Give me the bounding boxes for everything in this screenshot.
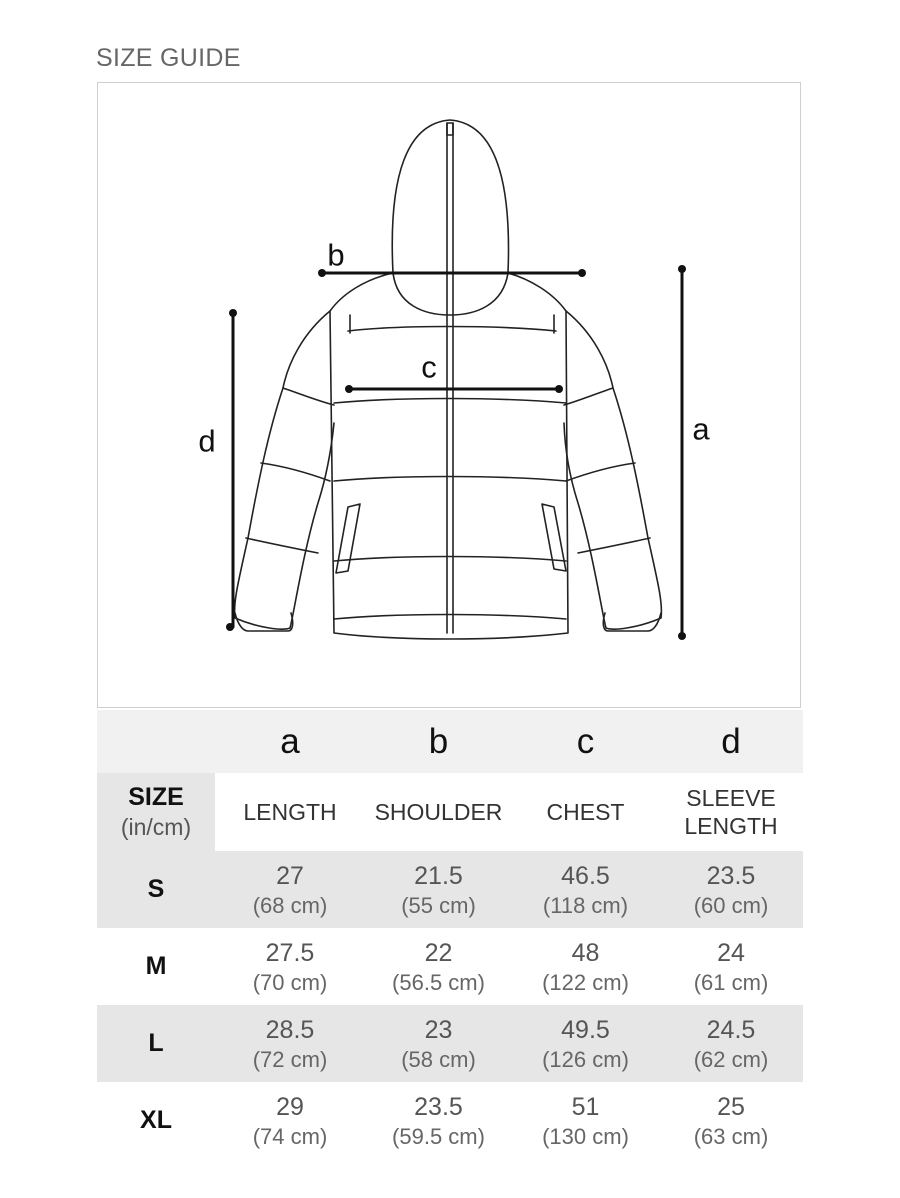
hem-band (334, 615, 566, 620)
table-cell (215, 851, 365, 928)
table-row (97, 928, 803, 1005)
table-cell (512, 1005, 659, 1082)
value-cm: (59.5 cm) (392, 1123, 485, 1149)
value-in: 23.5 (706, 861, 756, 890)
jacket-diagram (97, 82, 801, 708)
size-table (97, 710, 803, 1159)
left-sleeve (235, 311, 334, 629)
table-cell (365, 1082, 512, 1159)
header-row (97, 773, 803, 851)
table-row (97, 851, 803, 928)
table-row (97, 1005, 803, 1082)
size-header (97, 773, 215, 851)
letter-b: b (365, 710, 512, 773)
value-cm: (68 cm) (252, 892, 328, 918)
value-in: 48 (571, 938, 600, 967)
right-sleeve (564, 311, 661, 629)
jacket-illustration (98, 83, 802, 709)
letter-c: c (512, 710, 659, 773)
column-length: LENGTH (243, 798, 337, 825)
table-cell (365, 1005, 512, 1082)
table-cell (215, 1082, 365, 1159)
table-cell (365, 928, 512, 1005)
value-in: 27 (276, 861, 304, 890)
value-cm: (70 cm) (252, 969, 328, 995)
body-band-2 (334, 477, 566, 482)
value-in: 22 (424, 938, 453, 967)
page-title: SIZE GUIDE (96, 44, 241, 72)
column-chest: CHEST (546, 798, 625, 825)
table-cell (215, 1005, 365, 1082)
size-units: (in/cm) (120, 814, 192, 840)
value-cm: (60 cm) (693, 892, 769, 918)
size-label: S (97, 851, 215, 928)
value-cm: (118 cm) (542, 892, 629, 918)
table-cell (659, 1082, 803, 1159)
chest-band (348, 327, 556, 332)
value-in: 49.5 (561, 1015, 610, 1044)
value-in: 25 (717, 1092, 745, 1121)
value-in: 51 (571, 1092, 600, 1121)
column-sleeve-length (659, 773, 803, 851)
value-in: 23 (424, 1015, 453, 1044)
value-cm: (72 cm) (252, 1046, 328, 1072)
value-cm: (55 cm) (401, 892, 476, 918)
column-sleeve-length-label: SLEEVE LENGTH (684, 785, 778, 839)
hood-outline (392, 120, 508, 315)
size-label: M (145, 952, 167, 980)
table-cell (512, 1082, 659, 1159)
size-label: L (97, 1005, 215, 1082)
value-cm: (74 cm) (252, 1123, 328, 1149)
torso-outline (330, 273, 568, 639)
label-c: c (421, 349, 437, 385)
size-header-label: SIZE (128, 783, 184, 811)
table-cell (659, 1005, 803, 1082)
label-d: d (198, 423, 216, 459)
value-in: 21.5 (414, 861, 463, 890)
letter-row (97, 710, 803, 773)
value-cm: (63 cm) (693, 1123, 769, 1149)
size-label: XL (140, 1106, 172, 1134)
value-cm: (56.5 cm) (392, 969, 485, 995)
value-in: 28.5 (265, 1015, 315, 1044)
measure-lines (233, 269, 682, 636)
body-band-3 (334, 557, 566, 562)
label-b: b (327, 237, 345, 273)
value-in: 24.5 (706, 1015, 756, 1044)
table-cell (512, 928, 659, 1005)
column-shoulder: SHOULDER (374, 798, 503, 825)
table-cell (365, 851, 512, 928)
value-in: 27.5 (265, 938, 315, 967)
value-cm: (126 cm) (542, 1046, 629, 1072)
table-cell (659, 851, 803, 928)
letter-a: a (215, 710, 365, 773)
value-cm: (61 cm) (693, 969, 769, 995)
label-a: a (692, 411, 710, 447)
table-cell (512, 851, 659, 928)
value-cm: (58 cm) (401, 1046, 476, 1072)
value-cm: (62 cm) (693, 1046, 769, 1072)
value-in: 29 (276, 1092, 304, 1121)
value-in: 23.5 (414, 1092, 463, 1121)
table-row (97, 1082, 803, 1159)
value-cm: (130 cm) (542, 1123, 629, 1149)
value-cm: (122 cm) (542, 969, 629, 995)
table-cell (215, 928, 365, 1005)
value-in: 24 (717, 938, 745, 967)
body-band-1 (334, 399, 566, 404)
table-cell (659, 928, 803, 1005)
value-in: 46.5 (561, 861, 610, 890)
letter-d: d (659, 710, 803, 773)
left-pocket (336, 504, 360, 573)
